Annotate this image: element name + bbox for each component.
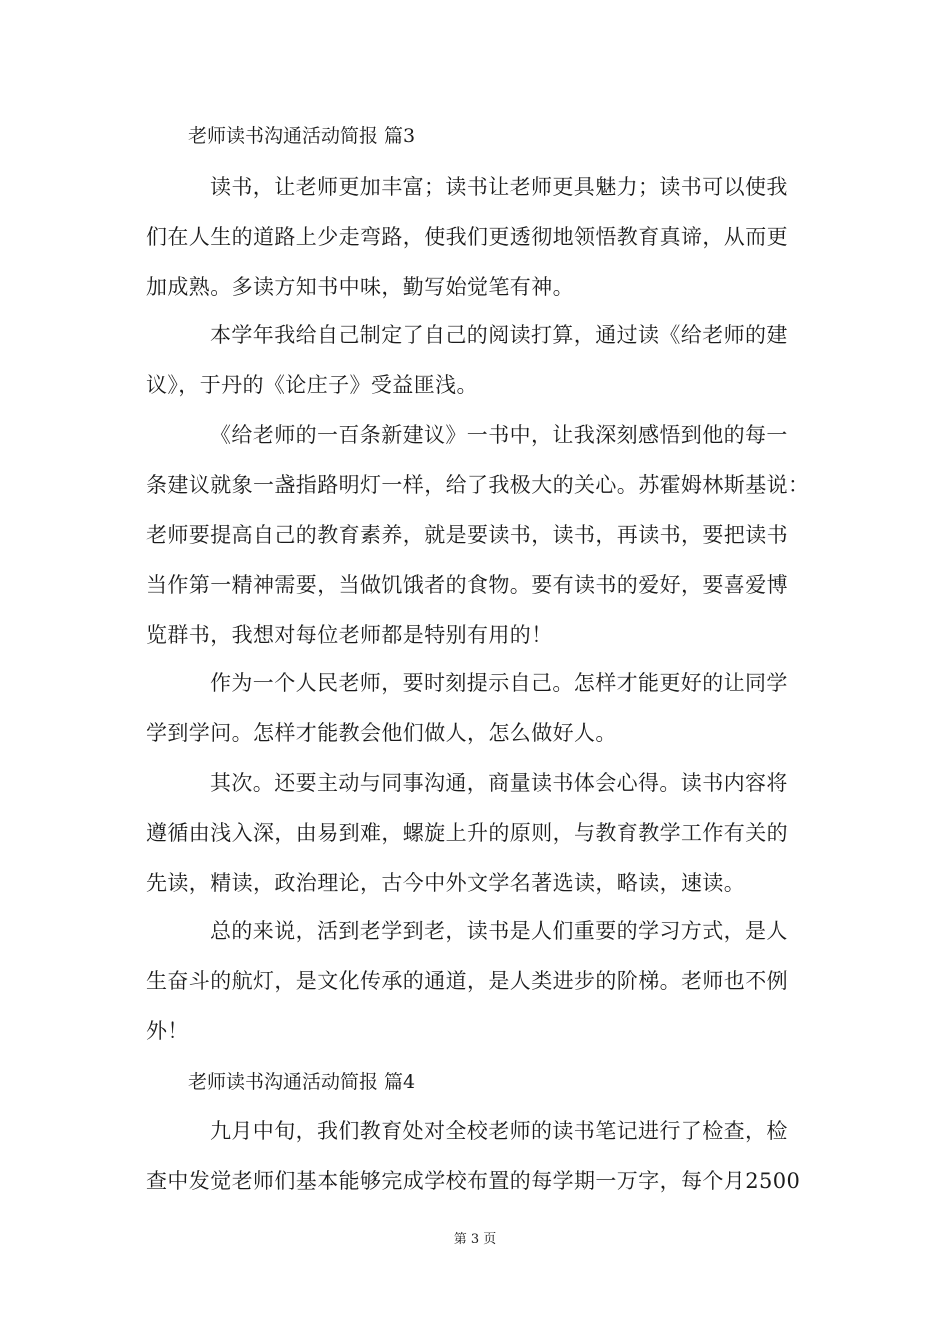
page-number-footer: 第 3 页 (453, 1232, 497, 1247)
paragraph-line: 览群书，我想对每位老师都是特别有用的！ (146, 623, 553, 647)
paragraph-line: 加成熟。多读方知书中味，勤写始觉笔有神。 (146, 275, 574, 299)
paragraph-line: 条建议就象一盏指路明灯一样，给了我极大的关心。苏霍姆林斯基说： (146, 473, 810, 497)
paragraph-line: 查中发觉老师们基本能够完成学校布置的每学期一万字，每个月2500 (146, 1169, 801, 1193)
paragraph-line: 们在人生的道路上少走弯路，使我们更透彻地领悟教育真谛，从而更 (146, 225, 788, 249)
paragraph-line: 《给老师的一百条新建议》一书中，让我深刻感悟到他的每一 (210, 423, 788, 447)
paragraph-line: 其次。还要主动与同事沟通，商量读书体会心得。读书内容将 (210, 771, 788, 795)
paragraph-line: 老师要提高自己的教育素养，就是要读书，读书，再读书，要把读书 (146, 523, 788, 547)
paragraph-line: 当作第一精神需要，当做饥饿者的食物。要有读书的爱好，要喜爱博 (146, 573, 788, 597)
paragraph-line: 先读，精读，政治理论，古今中外文学名著选读，略读，速读。 (146, 871, 746, 895)
paragraph-line: 外！ (146, 1019, 189, 1043)
paragraph-line: 总的来说，活到老学到老，读书是人们重要的学习方式，是人 (210, 919, 788, 943)
paragraph-line: 九月中旬，我们教育处对全校老师的读书笔记进行了检查，检 (210, 1119, 788, 1143)
paragraph-line: 读书，让老师更加丰富；读书让老师更具魅力；读书可以使我 (210, 175, 788, 199)
paragraph-line: 本学年我给自己制定了自己的阅读打算，通过读《给老师的建 (210, 323, 788, 347)
paragraph-line: 学到学问。怎样才能教会他们做人，怎么做好人。 (146, 721, 617, 745)
section-3-heading: 老师读书沟通活动简报 篇3 (188, 125, 416, 147)
paragraph-line: 遵循由浅入深，由易到难，螺旋上升的原则，与教育教学工作有关的 (146, 821, 788, 845)
paragraph-line: 议》，于丹的《论庄子》受益匪浅。 (146, 373, 478, 397)
section-4-heading: 老师读书沟通活动简报 篇4 (188, 1071, 416, 1093)
paragraph-line: 作为一个人民老师，要时刻提示自己。怎样才能更好的让同学 (210, 671, 788, 695)
paragraph-line: 生奋斗的航灯，是文化传承的通道，是人类进步的阶梯。老师也不例 (146, 969, 788, 993)
